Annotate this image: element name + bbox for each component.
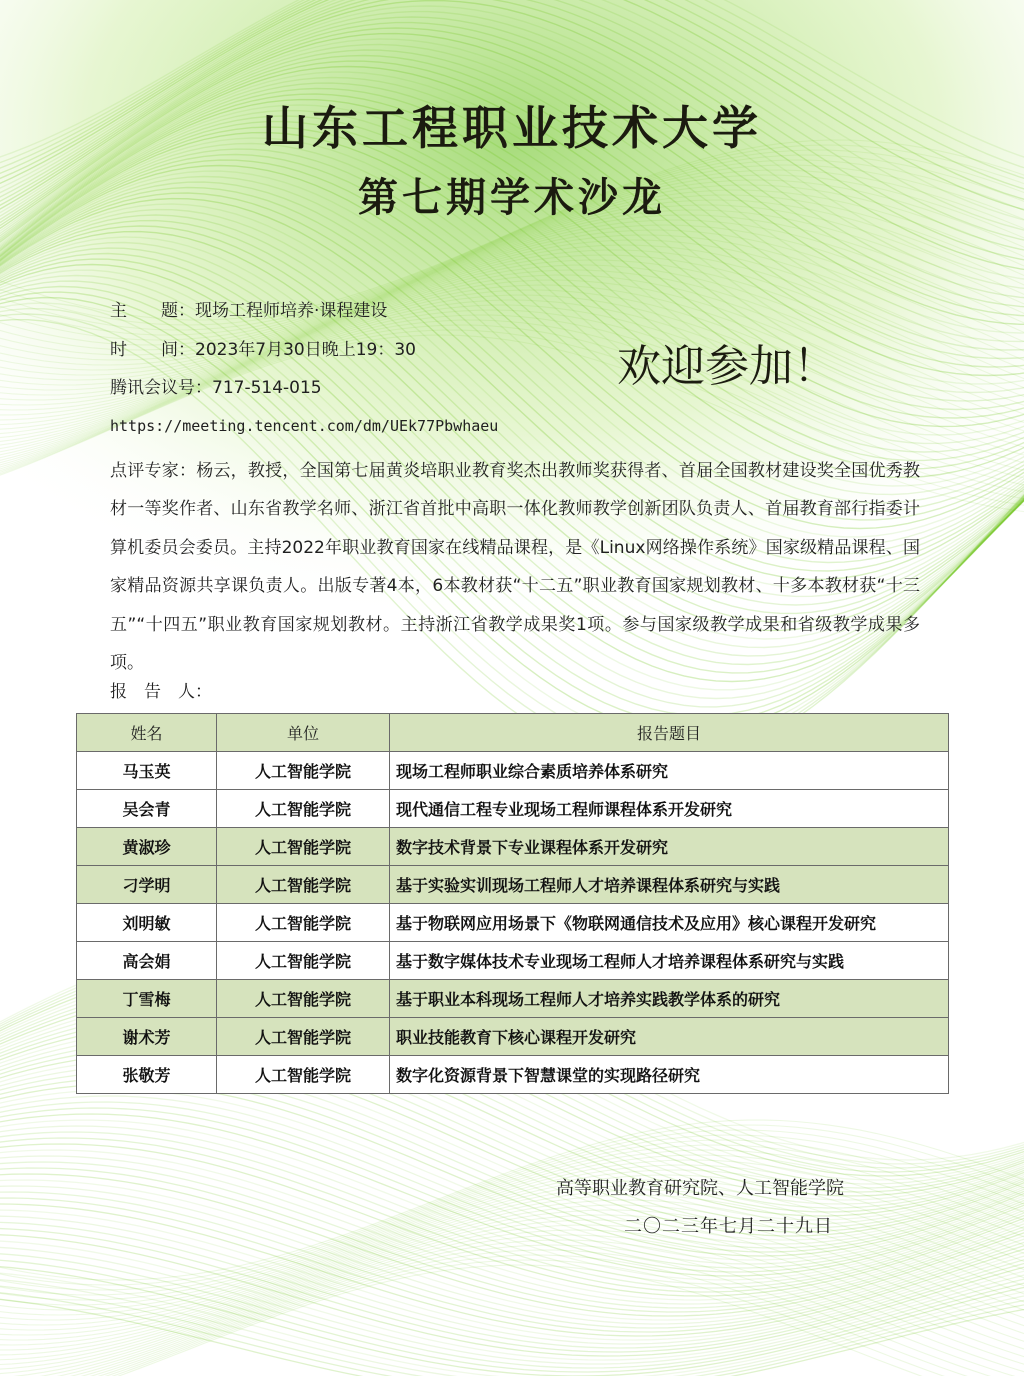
cell-topic: 基于物联网应用场景下《物联网通信技术及应用》核心课程开发研究 (390, 904, 949, 942)
cell-topic: 职业技能教育下核心课程开发研究 (390, 1018, 949, 1056)
topic-value: 现场工程师培养·课程建设 (195, 301, 388, 321)
report-table (76, 713, 949, 1094)
meeting-id: 717-514-015 (212, 378, 322, 398)
organizer-text: 高等职业教育研究院、人工智能学院 (556, 1178, 844, 1199)
event-title: 第七期学术沙龙 (358, 174, 666, 221)
cell-unit: 人工智能学院 (217, 828, 390, 866)
cell-topic: 数字化资源背景下智慧课堂的实现路径研究 (390, 1056, 949, 1094)
cell-name: 刁学明 (77, 866, 217, 904)
university-title: 山东工程职业技术大学 (262, 101, 762, 155)
topic-label: 主 题： (110, 301, 195, 321)
time-value: 2023年7月30日晚上19：30 (195, 340, 416, 360)
cell-unit: 人工智能学院 (217, 752, 390, 790)
cell-name: 马玉英 (77, 752, 217, 790)
cell-topic: 基于数字媒体技术专业现场工程师人才培养课程体系研究与实践 (390, 942, 949, 980)
table-row (77, 904, 949, 942)
table-row (77, 980, 949, 1018)
time-line (110, 338, 920, 362)
cell-topic: 现场工程师职业综合素质培养体系研究 (390, 752, 949, 790)
reporter-label: 报 告 人： (110, 682, 212, 702)
time-label: 时 间： (110, 340, 195, 360)
header-topic: 报告题目 (390, 714, 949, 752)
reviewer-bio: 杨云，教授，全国第七届黄炎培职业教育奖杰出教师奖获得者、首届全国教材建设奖全国优秀教材一等奖作者、山东省教学名师、浙江省首批中高职一体化教师教学创新团队负责人、首届教育部行指委计算机委员会委员。主持2022年职业教育国家在线精品课程，是《Linux网络操作系统》国家级精品课程、国家精品资源共享课负责人。出版专著4本，6本教材获“十二五”职业教育国家规划教材、十多本教材获“十三五”“十四五”职业教育国家规划教材。主持浙江省教学成果奖1项。参与国家级教学成果和省级教学成果多项。 (110, 461, 921, 674)
cell-topic: 基于实验实训现场工程师人才培养课程体系研究与实践 (390, 866, 949, 904)
cell-unit: 人工智能学院 (217, 790, 390, 828)
table-row (77, 790, 949, 828)
table-row (77, 752, 949, 790)
table-header-row (77, 714, 949, 752)
cell-name: 丁雪梅 (77, 980, 217, 1018)
header-name: 姓名 (77, 714, 217, 752)
cell-topic: 基于职业本科现场工程师人才培养实践教学体系的研究 (390, 980, 949, 1018)
meeting-url[interactable]: https://meeting.tencent.com/dm/UEk77Pbwhaeu (110, 417, 499, 435)
reviewer-paragraph (110, 452, 920, 682)
cell-topic: 数字技术背景下专业课程体系开发研究 (390, 828, 949, 866)
date-text: 二〇二三年七月二十九日 (624, 1216, 833, 1237)
cell-unit: 人工智能学院 (217, 942, 390, 980)
cell-unit: 人工智能学院 (217, 980, 390, 1018)
meeting-line (110, 376, 920, 400)
cell-name: 黄淑珍 (77, 828, 217, 866)
cell-unit: 人工智能学院 (217, 904, 390, 942)
welcome-text: 欢迎参加！ (617, 341, 837, 392)
cell-unit: 人工智能学院 (217, 866, 390, 904)
table-row (77, 1018, 949, 1056)
table-row (77, 828, 949, 866)
table-row (77, 1056, 949, 1094)
cell-name: 谢术芳 (77, 1018, 217, 1056)
cell-name: 张敬芳 (77, 1056, 217, 1094)
cell-name: 刘明敏 (77, 904, 217, 942)
cell-name: 吴会青 (77, 790, 217, 828)
table-row (77, 942, 949, 980)
topic-line (110, 299, 920, 323)
cell-name: 高会娟 (77, 942, 217, 980)
cell-unit: 人工智能学院 (217, 1018, 390, 1056)
reviewer-label: 点评专家： (110, 461, 197, 481)
table-row (77, 866, 949, 904)
cell-topic: 现代通信工程专业现场工程师课程体系开发研究 (390, 790, 949, 828)
header-unit: 单位 (217, 714, 390, 752)
cell-unit: 人工智能学院 (217, 1056, 390, 1094)
meeting-label: 腾讯会议号： (110, 378, 212, 398)
